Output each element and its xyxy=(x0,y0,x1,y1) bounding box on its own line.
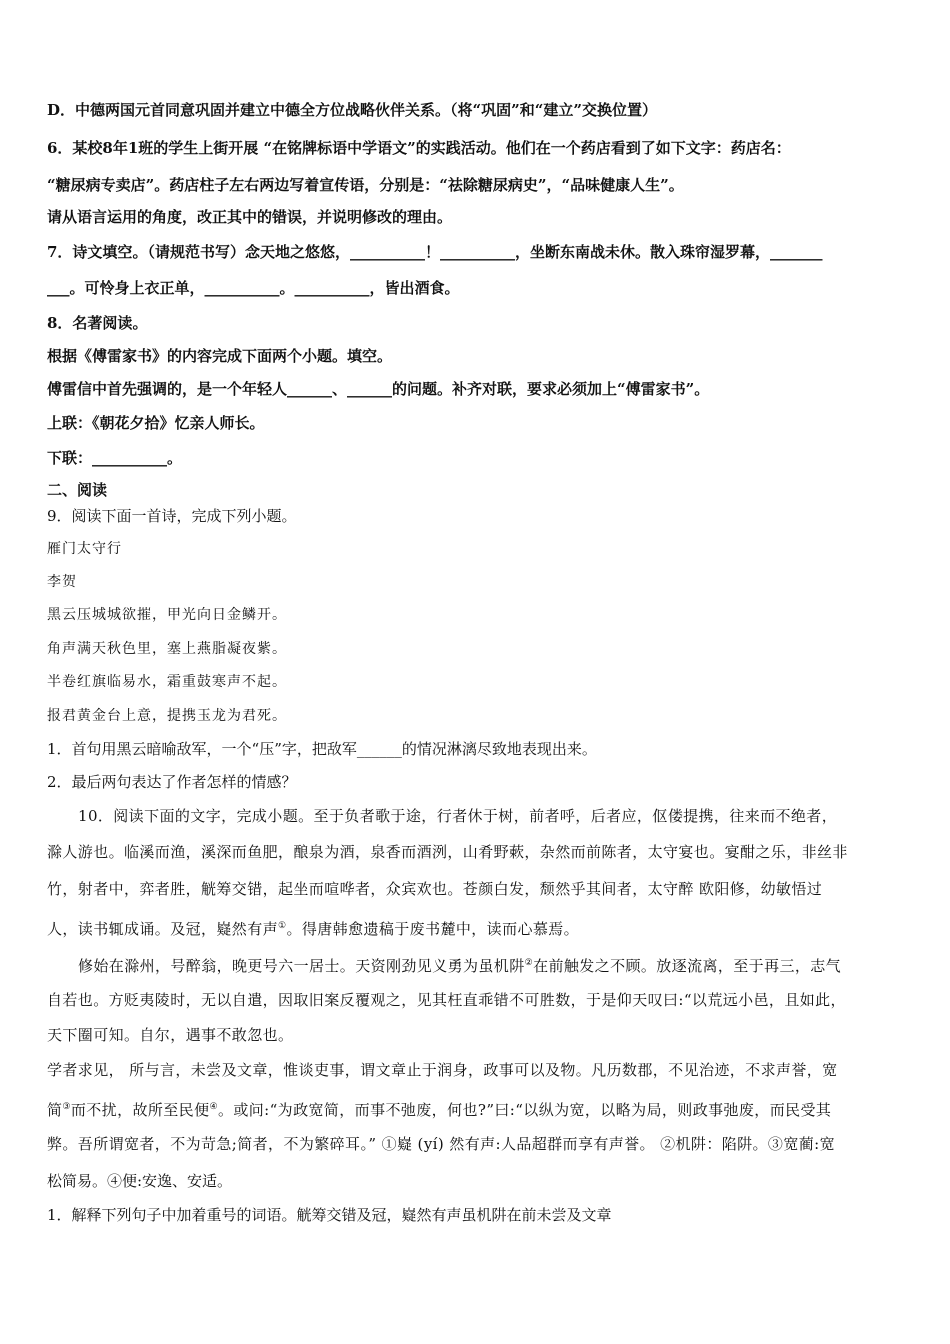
question-6-instruction: 请从语言运用的角度，改正其中的错误，并说明修改的理由。 xyxy=(47,208,453,226)
question-10-1: 1．解释下列句子中加着重号的词语。觥筹交错及冠，嶷然有声虽机阱在前未尝及文章 xyxy=(47,1206,612,1224)
passage-line: 自若也。方贬夷陵时，无以自遣，因取旧案反覆观之，见其枉直乖错不可胜数，于是仰天叹曰:“以荒远小邑，且如此， xyxy=(47,991,846,1009)
question-10: 10．阅读下面的文字，完成小题。至于负者歌于途，行者休于树，前者呼，后者应，伛偻提携，往来而不绝者， xyxy=(78,807,838,825)
passage-line: 简③而不扰，故所至民便④。或问:“为政宽简，而事不弛废，何也?”曰:“以纵为宽，以略为局，则政事弛废，而民受其 xyxy=(47,1101,832,1119)
question-8-fill: 傅雷信中首先强调的，是一个年轻人______、______的问题。补齐对联，要求必须加上“傅雷家书”。 xyxy=(47,380,710,398)
poem-line-2: 角声满天秋色里，塞上燕脂凝夜紫。 xyxy=(47,641,287,657)
passage-line: 滁人游也。临溪而渔，溪深而鱼肥，酿泉为酒，泉香而酒洌，山肴野蔌，杂然而前陈者，太守宴也。宴酣之乐，非丝非 xyxy=(47,843,848,861)
option-d: D．中德两国元首同意巩固并建立中德全方位战略伙伴关系。（将“巩固”和“建立”交换位置） xyxy=(47,101,658,119)
question-6-cont: “糖尿病专卖店”。药店柱子左右两边写着宣传语，分别是：“祛除糖尿病史”，“品味健康人生”。 xyxy=(47,176,684,194)
question-6: 6．某校8年1班的学生上街开展 “在铭牌标语中学语文”的实践活动。他们在一个药店看到了如下文字：药店名： xyxy=(47,139,791,157)
question-9-2: 2．最后两句表达了作者怎样的情感？ xyxy=(47,773,297,791)
passage-line: 人，读书辄成诵。及冠，嶷然有声①。得唐韩愈遗稿于废书麓中，读而心慕焉。 xyxy=(47,920,580,938)
passage-line: 松简易。④便:安逸、安适。 xyxy=(47,1172,233,1190)
question-8: 8．名著阅读。 xyxy=(47,314,148,332)
passage-line: 修始在滁州，号醉翁，晚更号六一居士。天资刚劲见义勇为虽机阱②在前触发之不顾。放逐流离，至于再三，志气 xyxy=(78,957,842,975)
passage-line: 学者求见， 所与言，未尝及文章，惟谈吏事，谓文章止于润身，政事可以及物。凡历数郡，不见治迹，不求声誉，宽 xyxy=(47,1061,838,1079)
passage-line: 竹，射者中，弈者胜，觥筹交错，起坐而喧哗者，众宾欢也。苍颜白发，颓然乎其间者，太守醉 欧阳修，幼敏悟过 xyxy=(47,880,823,898)
poem-line-4: 报君黄金台上意，提携玉龙为君死。 xyxy=(47,708,287,724)
passage-line: 天下圈可知。自尔，遇事不敢忽也。 xyxy=(47,1026,294,1044)
question-9-1: 1．首句用黑云暗喻敌军，一个“压”字，把敌军______的情况淋漓尽致地表现出来。 xyxy=(47,740,597,758)
poem-author: 李贺 xyxy=(47,574,77,590)
couplet-lower: 下联：__________。 xyxy=(47,449,183,467)
poem-title: 雁门太守行 xyxy=(47,541,122,557)
question-7-cont: ___。可怜身上衣正单，__________。__________，皆出酒食。 xyxy=(47,279,460,297)
question-7: 7．诗文填空。（请规范书写）念天地之悠悠，__________！__________，坐断东南战未休。散入珠帘湿罗幕，_______ xyxy=(47,243,823,261)
couplet-upper: 上联：《朝花夕拾》忆亲人师长。 xyxy=(47,414,265,432)
question-9: 9．阅读下面一首诗，完成下列小题。 xyxy=(47,507,297,525)
poem-line-3: 半卷红旗临易水，霜重鼓寒声不起。 xyxy=(47,674,287,690)
poem-line-1: 黑云压城城欲摧，甲光向日金鳞开。 xyxy=(47,607,287,623)
section-heading-reading: 二、阅读 xyxy=(47,481,108,499)
passage-line: 弊。吾所谓宽者，不为苛急;简者，不为繁碎耳。” ①嶷 (yí) 然有声:人品超群而享有声誉。 ②机阱：陷阱。③宽蔺:宽 xyxy=(47,1135,835,1153)
question-8-intro: 根据《傅雷家书》的内容完成下面两个小题。填空。 xyxy=(47,347,393,365)
